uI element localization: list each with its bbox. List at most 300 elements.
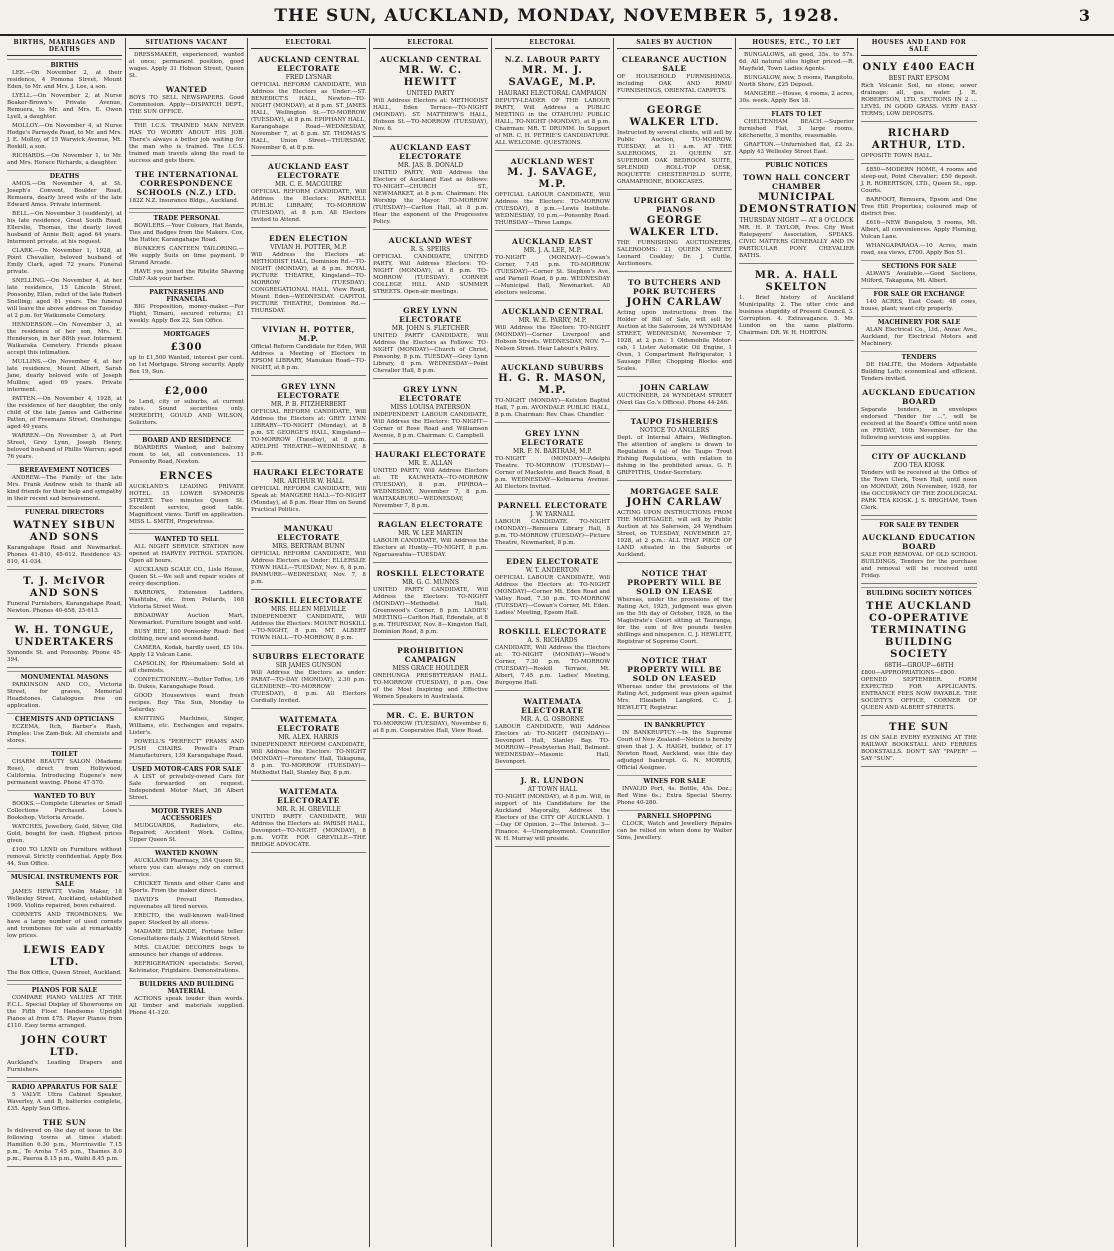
advertisement <box>495 624 610 691</box>
ad-subtitle: UNITED PARTY <box>406 90 455 97</box>
ad-body: TO-NIGHT (MONDAY), at 8 p.m. Will, in support of his Candidature for the Auckland Mayoralty, Address the Electors of the CITY OF AUCKLAND. 1—Day Of Opinion. 2—The Interest. 3—Finance. 4—Unemployment. Councillor W. H. Murray will preside. <box>495 794 610 842</box>
classified-item: BROADWAY Auction Mart, Newmarket. Furniture bought and sold. <box>129 613 244 626</box>
ad-heading: GREY LYNN ELECTORATE <box>399 306 462 324</box>
ad-subtitle: R. S. SPEIRS <box>410 246 451 253</box>
classified-item: HAVE you joined the Ritelite Shaving Club? Ask your barber. <box>129 269 244 282</box>
ad-body: THE FURNISHING AUCTIONEERS, SALEROOMS: 21 QUEEN STREET. Leonard Coakley; Dr. J. Cuttle, Auctioneers. <box>617 240 732 267</box>
advertisement <box>861 125 977 164</box>
column-5 <box>492 38 614 1247</box>
classified-item: BUNGALOW, new, 5 rooms, Rangitoto, North Shore, £25 Deposit. <box>739 75 854 88</box>
ad-subtitle: FRED LYSNAR <box>285 74 332 81</box>
ad-heading: AUCKLAND WEST <box>510 157 595 166</box>
classified-item: CHELTENHAM BEACH.—Superior furnished Flat, 3 large rooms, kitchenette, 3 months, reasonable. <box>739 119 854 139</box>
advertisement <box>251 379 366 462</box>
advertisement <box>861 598 977 716</box>
ad-body: OFFICIAL REFORM CANDIDATE, Will Address the Electors at: GREY LYNN LIBRARY—TO-NIGHT (Monday), at 8 p.m. ST. GEORGE'S HALL, Kingsland—TO-MORROW (Tuesday), at 8 p.m. ADELPHI THEATRE—WEDNESDAY, 8 p.m. <box>251 409 366 457</box>
advertisement <box>251 322 366 376</box>
classified-item: ACTIONS speak louder than words. All timber and materials supplied. Phone 41-120. <box>129 996 244 1016</box>
section-heading: RADIO APPARATUS FOR SALE <box>7 1081 122 1091</box>
column-heading: ELECTORAL <box>251 38 366 49</box>
advertisement <box>495 426 610 495</box>
classified-item: CORNETS AND TROMBONES. We have a large number of used cornets and trombones for sale at remarkably low prices. <box>7 912 122 939</box>
ad-heading: WAITEMATA ELECTORATE <box>521 697 584 715</box>
section-heading: WINES FOR SALE <box>617 775 732 785</box>
ad-subtitle: NOTICE TO ANGLERS <box>639 427 710 434</box>
ad-heading: TO BUTCHERS AND PORK BUTCHERS <box>628 278 721 296</box>
ad-body: Funeral Furnishers, Karangahape Road, Newton. Phones 40-658, 25-613. <box>7 601 122 614</box>
ad-body: UNITED PARTY CANDIDATE, Will Address the Electors at: PARISH HALL, Devonport—TO-NIGHT (MONDAY), 8 p.m. VOTE FOR GREVILLE—THE BRIDGE ADVOCATE. <box>251 814 366 848</box>
advertisement <box>251 159 366 228</box>
section-heading: TOILET <box>7 748 122 758</box>
classified-item: BUNKER'S CANTEEN TAILORING.—We supply Suits on time payment. 9 Strand Arcade. <box>129 246 244 266</box>
classified-item: CONFECTIONERY.—Butter Toffee, 1/6 lb. Dukes, Karangahape Road. <box>129 677 244 690</box>
classified-item: INVALID Port, 4s. Bottle, 45s. Doz.; Red Wine 6s.; Extra Special Sherry. Phone 40-280. <box>617 786 732 806</box>
ad-heading: THE SUN <box>42 1118 87 1127</box>
classified-item: AUCKLAND Pharmacy, 354 Queen St., where you can always rely on correct service. <box>129 858 244 878</box>
advertisement <box>373 643 488 705</box>
advertisement <box>129 468 244 530</box>
ad-body: IS ON SALE EVERY EVENING AT THE RAILWAY BOOKSTALL AND FERRIES BOOKSTALLS. DON'T SAY "PAPER" — SAY "SUN". <box>861 735 977 762</box>
section-heading: MORTGAGES <box>129 328 244 338</box>
ad-body: Rich Volcanic Soil, no stone; sewer drainage; all, gas, water. J. R. ROBERTSON, LTD. SECTIONS IN 2 ... LEVEL IN GOOD GRASS. VERY EASY TERMS; LOW DEPOSITS. <box>861 83 977 117</box>
advertisement <box>129 82 244 120</box>
ad-title: H. G. R. MASON, M.P. <box>498 373 607 396</box>
advertisement <box>129 339 244 380</box>
section-heading: WANTED TO BUY <box>7 790 122 800</box>
classified-item: IN BANKRUPTCY.—In the Supreme Court of New Zealand—Notice is hereby given that J. A. HAIGH, builder, of 17 Newton Road, Auckland, was this day adjudged bankrupt. G. N. MORRIS, Official Assignee. <box>617 730 732 771</box>
advertisement <box>617 275 732 377</box>
classified-item: WARREN.—On November 3, at Port Street, Grey Lynn, Joseph Henry, beloved husband of Phillis Warren; aged 76 years. <box>7 433 122 460</box>
section-heading: FUNERAL DIRECTORS <box>7 506 122 516</box>
ad-body: Separate tenders, in envelopes endorsed "Tender for ...", will be received at the Board's Office until noon on FRIDAY, 16th November, for the following services and supplies. <box>861 407 977 441</box>
ad-body: Instructed by several clients, will sell by Public Auction, TO-MORROW, TUESDAY, at 11 a.m. AT THE SALEROOMS, 21 QUEEN ST. SUPERIOR OAK BEDROOM SUITE, SPLENDID ROLL-TOP DESK, ROQUETTE CHESTERFIELD SUITE, GRAMAPHONE, BOOKCASES. <box>617 130 732 185</box>
classified-item: KNITTING Machines, Singer, Williams, etc. Exchanges and repairs. Lister's. <box>129 716 244 736</box>
ad-body: ACTING UPON INSTRUCTIONS FROM THE MORTGAGEE, will sell by Public Auction at his Saleroom, 24 Wyndham Street, on TUESDAY, NOVEMBER 27, 1928, at 2 p.m.: ALL THAT PIECE OF LAND situated in the Suburbs of Auckland. <box>617 510 732 558</box>
classified-item: SNELLING.—On November 4, at her late residence, 15 Lincoln Street, Ponsonby, Ellen, relict of the late Robert Snelling; aged 81 years. The funeral will leave the above address on Tuesday at 2 p.m. for Waikumete Cemetery. <box>7 278 122 319</box>
advertisement <box>129 383 244 431</box>
classified-item: BIG Proposition, money-maker.—For Flight, Timaru, secured returns; £1 weekly. Apply Box 22, Sun Office. <box>129 304 244 324</box>
advertisement <box>7 1032 122 1078</box>
ad-subtitle: MR. ARTHUR W. HALL <box>273 478 344 485</box>
advertisement <box>7 942 122 981</box>
ad-body: 182Z N.Z. Insurance Bldgs., Auckland. <box>129 198 239 204</box>
ad-heading: VIVIAN H. POTTER, M.P. <box>262 325 355 343</box>
ad-subtitle: MR. G. C. MUNNS <box>402 579 459 586</box>
classified-item: COMPARE PIANO VALUES AT THE F.C.L. Special Display of Showrooms on the Fifth Floor. Handsome Upright Pianos at from £75. Player Pianos from £110. Easy terms arranged. <box>7 995 122 1029</box>
advertisement <box>495 498 610 551</box>
advertisement <box>251 465 366 518</box>
column-6 <box>614 38 736 1247</box>
advertisement <box>7 1115 122 1167</box>
classified-item: ECZEMA, Itch, Barber's Rash, Pimples: Use Zam-Buk. All chemists and stores. <box>7 724 122 744</box>
column-1 <box>4 38 126 1247</box>
column-heading: ELECTORAL <box>495 38 610 49</box>
ad-body: Symonds St. and Ponsonby. Phone 45-394. <box>7 650 122 663</box>
section-heading: TRADE PERSONAL <box>129 212 244 222</box>
ad-subtitle: MRS. BERTRAM BUNN <box>272 543 345 550</box>
classified-item: BELL.—On November 3 (suddenly), at his late residence, Great South Road, Ellerslie, Thomas, the dearly loved husband of Annie Bell; aged 64 years. Interment private, at his request. <box>7 211 122 245</box>
advertisement <box>861 719 977 767</box>
ad-body: OFFICIAL LABOUR CANDIDATE, Will Address the Electors: TO-MORROW (TUESDAY), 8 p.m.—Lewis Institute. WEDNESDAY, 10 p.m.—Ponsonby Road. THURSDAY—Three Lamps. <box>495 192 610 226</box>
advertisement <box>495 154 610 231</box>
section-heading: FOR SALE BY TENDER <box>861 519 977 529</box>
classified-item: JAMES HEWITT, Violin Maker, 18 Wellesley Street, Auckland, established 1909. Violins repaired, bows rehaired. <box>7 889 122 909</box>
section-heading: CHEMISTS AND OPTICIANS <box>7 713 122 723</box>
ad-heading: JOHN CARLAW <box>639 383 710 392</box>
section-heading: MOTOR TYRES AND ACCESSORIES <box>129 805 244 822</box>
column-heading: HOUSES, ETC., TO LET <box>739 38 854 49</box>
ad-body: Official Reform Candidate for Eden, Will Address a Meeting of Electors in EPSOM LIBRARY, Manukau Road—TO-NIGHT, at 8 p.m. <box>251 344 366 371</box>
ad-heading: AUCKLAND EAST ELECTORATE <box>390 143 471 161</box>
ad-body: INDEPENDENT REFORM CANDIDATE, Will Address the Electors: TO-NIGHT (MONDAY)—Foresters' Hall, Takapuna, 8 p.m. TO-MORROW (TUESDAY)—Methodist Hall, Stanley Bay, 8 p.m. <box>251 742 366 776</box>
ad-body: AUCTIONEER, 24 WYNDHAM STREET (Next Gas Co.'s Offices). Phone 44-246. <box>617 393 732 406</box>
classified-item: CLOCK, Watch and Jewellery Repairs can be relied on when done by Walter Sims, Jewellery. <box>617 821 732 841</box>
classified-item: WHANGAPARAOA.—10 Acres, main road, sea views, £700. Apply Box 51. <box>861 243 977 256</box>
ad-title: JOHN CARLAW <box>626 497 723 508</box>
classified-item: MUDGUARDS, Radiators, etc. Repaired; Accident Work. Collins, Upper Queen St. <box>129 823 244 843</box>
classified-item: LEE.—On November 2, at their residence, 4 Pomona Street, Mount Eden, to Mr. and Mrs. J. Lee, a son. <box>7 70 122 90</box>
ad-title: WATNEY SIBUN AND SONS <box>13 520 116 543</box>
classified-item: WATCHES, Jewellery, Gold, Silver, Old Gold, bought for cash. Highest prices given. <box>7 824 122 844</box>
ad-subtitle: SIR JAMES GUNSON <box>275 662 342 669</box>
classified-item: 140 ACRES, East Coast; 48 cows, house, plant; want city property. <box>861 299 977 312</box>
ad-body: UNITED PARTY, Will Address the Electors of Auckland East as follows: TO-NIGHT—CHURCH ST., NEWMARKET, at 8 p.m. Chairman: His Worship the Mayor. TO-MORROW (TUESDAY)—Carlton Hall, at 8 p.m. Hear the exponent of the Progressive Policy. <box>373 170 488 225</box>
ad-body: Is delivered on the day of issue to the following towns at times stated: Hamilton 6.30 p.m., Morrinsville 7.15 p.m., Te Aroha 7.45 p.m., Thames 8.0 p.m., Paeroa 8.15 p.m., Waihi 8.45 p.m. <box>7 1128 122 1162</box>
column-2 <box>126 38 248 1247</box>
section-heading: MONUMENTAL MASONS <box>7 671 122 681</box>
ad-body: OFFICIAL CANDIDATE, UNITED PARTY, Will Address Electors: TO-NIGHT (MONDAY), at 8 p.m. TO-MORROW (TUESDAY). CORNER COLLEGE HILL AND SUMMER STREETS. Open-air meetings. <box>373 254 488 295</box>
advertisement <box>617 653 732 716</box>
ad-subtitle: 68TH—GROUP—68TH <box>884 662 954 669</box>
ad-body: Karangahape Road and Newmarket. Phones 41-810, 45-612. Residence 43-810, 41-034. <box>7 545 122 565</box>
ad-subtitle: MR. J. A. LEE, M.P. <box>523 247 582 254</box>
ad-heading: MANUKAU ELECTORATE <box>277 524 340 542</box>
classified-item: CLARK.—On November 1, 1928, at Point Chevalier, beloved husband of Emily Clark, aged 72 years. Funeral private. <box>7 248 122 275</box>
ad-subtitle: MR. R. H. GREVILLE <box>276 806 341 813</box>
ad-subtitle: MR. F. N. BARTRAM, M.P. <box>513 448 592 455</box>
advertisement <box>251 593 366 646</box>
classified-item: ALL NIGHT SERVICE STATION now opened at HARVEY PETROL STATION. Open all hours. <box>129 544 244 564</box>
ad-heading: PROHIBITION CAMPAIGN <box>397 646 464 664</box>
ad-body: UNITED PARTY, Will Address Electors at: TE KAUWHATA—TO-MORROW (TUESDAY), 8 p.m. PIPIROA—WEDNESDAY, November 7, 8 p.m. WAITAKARURU—WEDNESDAY, November 7, 8 p.m. <box>373 468 488 509</box>
advertisement <box>617 484 732 563</box>
ad-title: ONLY £400 EACH <box>862 62 976 73</box>
classified-item: AMOS.—On November 4, at St. Joseph's Convent, Boulder Road, Remuera, dearly loved wife of the late Edward Amos. Private interment. <box>7 181 122 208</box>
ad-body: Whereas, under the provisions of the Rating Act, 1925, judgment was given on the 5th day of October, 1928, in the Magistrate's Court sitting at Tauranga, for the sum of five pounds twelve shillings and ninepence. C. J. HEWLETT, Registrar of Supreme Court. <box>617 597 732 645</box>
ad-title: MR. W. C. HEWITT <box>398 65 463 88</box>
section-heading: FLATS TO LET <box>739 108 854 118</box>
ad-subtitle: J. W. YARNALL <box>530 511 575 518</box>
ad-subtitle: MR. W. E. PARRY, M.P. <box>518 317 587 324</box>
ad-title: T. J. McIVOR AND SONS <box>23 576 106 599</box>
ad-heading: NOTICE THAT PROPERTY WILL BE SOLD ON LEASE <box>627 569 722 596</box>
advertisement <box>617 380 732 411</box>
ad-heading: AUCKLAND WEST <box>388 236 473 245</box>
ad-heading: HAURAKI ELECTORATE <box>253 468 364 477</box>
advertisement <box>739 267 854 341</box>
advertisement <box>617 52 732 99</box>
ad-body: up to £1,500 Wanted, interest per cent. on 1st Mortgage. Strong security. Apply Box 19, Sun. <box>129 355 244 375</box>
ad-title: MR. A. HALL SKELTON <box>754 270 839 293</box>
section-heading: TENDERS <box>861 351 977 361</box>
ad-heading: WANTED <box>165 85 208 94</box>
ad-title: ERNCES <box>159 471 214 482</box>
ad-body: INDEPENDENT CANDIDATE, Will Address the Electors: MOUNT ROSKILL—TO-NIGHT, 8 p.m. MT. ALBERT TOWN HALL—TO-MORROW, 8 p.m. <box>251 614 366 641</box>
ad-heading: AUCKLAND CENTRAL ELECTORATE <box>257 55 360 73</box>
classified-item: GOOD Housewives want fresh recipes. Buy The Sun, Monday to Saturday. <box>129 693 244 713</box>
ad-subtitle: BEST PART EPSOM <box>888 75 950 82</box>
ad-heading: WAITEMATA ELECTORATE <box>277 715 340 733</box>
advertisement <box>251 521 366 590</box>
advertisement <box>373 447 488 514</box>
ad-heading: GREY LYNN ELECTORATE <box>277 382 340 400</box>
classified-item: LYELL.—On November 2, at Nurse Beaker-Brown's Private Avenue, Remuera, to Mr. and Mrs. E. Owen Lyell, a daughter. <box>7 93 122 120</box>
ad-body: OF HOUSEHOLD FURNISHINGS, including OAK AND RIMU FURNISHINGS, ORIENTAL CARPETS. <box>617 74 732 94</box>
ad-heading: HAURAKI ELECTORATE <box>375 450 486 459</box>
ad-heading: GREY LYNN ELECTORATE <box>521 429 584 447</box>
classified-item: BUNGALOWS, all good, 35s. to 57s. 6d. All natural sites higher priced.—R. Mayfield, Town Ladies Agents. <box>739 52 854 72</box>
ad-subtitle: MR. P. B. FITZHERBERT <box>270 401 347 408</box>
classified-item: BARROWS, Extension Ladders, Washtubs, etc. from Pollards, 168 Victoria Street West. <box>129 590 244 610</box>
section-heading: SECTIONS FOR SALE <box>861 260 977 270</box>
ad-heading: CITY OF AUCKLAND <box>871 452 967 461</box>
classified-item: £616—NEW Bungalow, 5 rooms, Mt. Albert, all conveniences. Apply Fleming, Vulcan Lane. <box>861 220 977 240</box>
ad-body: ONEHUNGA PRESBYTERIAN HALL. TO-MORROW (TUESDAY), 8 p.m. One of the Most Inspiring and Effective Women Speakers in Australasia. <box>373 673 488 700</box>
ad-heading: EDEN ELECTORATE <box>506 557 599 566</box>
advertisement <box>495 304 610 357</box>
ad-body: INDEPENDENT LABOUR CANDIDATE, Will Address the Electors: TO-NIGHT—Corner of Rose Road and Williamson Avenue, 8 p.m. Chairman: C. Campbell. <box>373 412 488 439</box>
ad-heading: N.Z. LABOUR PARTY <box>504 55 601 64</box>
ad-body: Will Address the Electors: TO-NIGHT (MONDAY)—Corner Liverpool and Hobson Streets. WEDNESDAY, NOV. 7—Nelson Street. Hear Labour's Policy. <box>495 325 610 352</box>
classified-item: 5 VALVE Ultra Cabinet Speaker, Waverley, A and B, batteries complete, £35. Apply Sun Office. <box>7 1092 122 1112</box>
advertisement <box>617 102 732 190</box>
section-heading: PUBLIC NOTICES <box>739 159 854 169</box>
ad-heading: CLEARANCE AUCTION SALE <box>621 55 728 73</box>
ad-body: The Box Office, Queen Street, Auckland. <box>7 970 122 976</box>
ad-subtitle: MR. JOHN S. FLETCHER <box>391 325 470 332</box>
section-heading: WANTED TO SELL <box>129 533 244 543</box>
classified-item: A LIST of privately-owned Cars for Sale forwarded on request. Independent Motor Mart, 36 Albert Street. <box>129 774 244 801</box>
classified-item: HENDERSON.—On November 3, at the residence of her son, Mrs. E. Henderson, in her 88th year. Interment Waikaraka Cemetery. Friends please accept this intimation. <box>7 322 122 356</box>
ad-heading: TOWN HALL CONCERT CHAMBER <box>742 173 851 191</box>
advertisement <box>495 234 610 301</box>
ad-heading: RAGLAN ELECTORATE <box>377 520 484 529</box>
section-heading: BEREAVEMENT NOTICES <box>7 464 122 474</box>
ad-heading: ROSKILL ELECTORATE <box>376 569 485 578</box>
classified-item: ALAN Electrical Co., Ltd., Anzac Ave., Auckland, for Electrical Motors and Machinery. <box>861 327 977 347</box>
ad-title: THE SUN <box>888 722 950 733</box>
classified-item: ALWAYS Available.—Good Sections, Milford, Takapuna, Mt. Albert. <box>861 271 977 284</box>
section-heading: PARTNERSHIPS AND FINANCIAL <box>129 286 244 303</box>
classified-item: CRICKET Tennis and other Cane and Sports. From the maker direct. <box>129 881 244 894</box>
advertisement <box>251 231 366 319</box>
section-heading: DEATHS <box>7 170 122 180</box>
ad-body: BOYS TO SELL NEWSPAPERS. Good Commission. Apply—DISPATCH DEPT., THE SUN OFFICE. <box>129 95 244 115</box>
advertisement <box>373 233 488 300</box>
section-heading: BUILDERS AND BUILDING MATERIAL <box>129 978 244 995</box>
advertisement <box>129 167 244 209</box>
ad-subtitle: MRS. ELLEN MELVILLE <box>270 606 347 613</box>
column-heading: HOUSES AND LAND FOR SALE <box>861 38 977 56</box>
ad-subtitle: A. S. RICHARDS <box>527 637 578 644</box>
classified-item: MOLLOY.—On November 4, at Nurse Hodge's Parnsyde Road, to Mr. and Mrs. J. E. Molloy, of 15 Warwick Avenue, Mt. Roskill, a son. <box>7 123 122 150</box>
classified-item: DAVID'S Prevail Remedies, rejuvenates all tired nerves. <box>129 897 244 910</box>
section-heading: BUILDING SOCIETY NOTICES <box>861 587 977 597</box>
ad-heading: WAITEMATA ELECTORATE <box>277 787 340 805</box>
ad-body: OFFICIAL REFORM CANDIDATE, Will Address Electors as Under: ELLERSLIE TOWN HALL—TUESDAY, Nov. 6, 8 p.m. PANMURE—WEDNESDAY, Nov. 7, 8 p.m. <box>251 551 366 585</box>
advertisement <box>617 566 732 650</box>
ad-heading: SUBURBS ELECTORATE <box>252 652 365 661</box>
advertisement <box>617 193 732 272</box>
ad-heading: AUCKLAND CENTRAL <box>379 55 482 64</box>
classified-item: CHARM BEAUTY SALON (Madame Rose), direct from Hollywood, California. Introducing Eugene's new permanent waving. Phone 47-570. <box>7 759 122 786</box>
ad-heading: THE INTERNATIONAL CORRESPONDENCE SCHOOLS (N.Z.) LTD. <box>134 170 239 197</box>
ad-body: Acting upon instructions from the Holder of Bill of Sale, will sell by Auction at the Saleroom, 24 WYNDHAM STREET, WEDNESDAY, November 7, 1928, at 2 p.m.: 1 Oldsmobile Motor-cab, 1 Lister Automatic Oil Engine, 1 Oven, 1 Compartment Refrigerator, 1 Sausage Filler, Chopping Blocks and Scales. <box>617 310 732 372</box>
ad-title: M. J. SAVAGE, M.P. <box>507 167 598 190</box>
ad-heading: TAUPO FISHERIES <box>630 417 719 426</box>
classified-item: £100 TO LEND on Furniture without removal. Strictly confidential. Apply Box 44, Sun Office. <box>7 847 122 867</box>
ad-heading: AUCKLAND SUBURBS <box>501 363 604 372</box>
ad-title: JOHN CARLAW <box>626 297 723 308</box>
classified-item: PARKINSON AND CO., Victoria Street, for graves, Memorial Headstones. Catalogues free on application. <box>7 682 122 709</box>
advertisement <box>251 649 366 709</box>
ad-subtitle: MR. ALEX. HARRIS <box>278 734 339 741</box>
ad-title: MR. M. J. SAVAGE, M.P. <box>508 65 597 88</box>
ad-subtitle: MR. A. G. OSBORNE <box>520 716 585 723</box>
advertisement <box>373 303 488 379</box>
ad-body: OFFICIAL REFORM CANDIDATE, Will Speak at: MANGERE HALL—TO-NIGHT (Monday), at 8 p.m. Hear Him on Sound Practical Politics. <box>251 486 366 513</box>
ad-subtitle: VIVIAN H. POTTER, M.P. <box>270 244 347 251</box>
ad-body: 1. Brief history of Auckland Municipality. 2. The utter civic and business stupidity of Present Council. 3. Corruption. 4. Extravagance. 5. Mr. Lundon on the same platform. Chairman: DR. W. H. HORTON. <box>739 295 854 336</box>
classified-item: REFRIGERATION specialists: Servel, Kelvinator, Frigidaire. Demonstrations. <box>129 961 244 974</box>
ad-heading: ROSKILL ELECTORATE <box>254 596 363 605</box>
classified-item: DRESSMAKER, experienced, wanted at once; permanent position, good wages. Apply 31 Hobson Street, Queen St. <box>129 52 244 79</box>
section-heading: MACHINERY FOR SALE <box>861 316 977 326</box>
classified-item: THE I.C.S. TRAINED MAN NEVER HAS TO WORRY ABOUT HIS JOB. There's always a better job waiting for the man who is trained. The I.C.S. trained man travels along the road to success and gets there. <box>129 123 244 164</box>
ad-heading: J. R. LUNDON <box>520 776 585 785</box>
ad-title: RICHARD ARTHUR, LTD. <box>871 128 967 151</box>
classified-item: BOARDERS Wanted, and balcony room to let, all conveniences. 11 Ponsonby Road, Newton. <box>129 445 244 465</box>
advertisement <box>861 530 977 584</box>
ad-heading: AUCKLAND EAST ELECTORATE <box>268 162 349 180</box>
ad-body: to Lend, city or suburbs, at current rates. Sound securities only. MEREDITH, GOULD AND WILSON, Solicitors. <box>129 399 244 426</box>
classified-item: BOWLERS.—Your Colours, Hat Bands, Ties and Badges from the Makers. Cox, the Hatter, Karangahape Road. <box>129 223 244 243</box>
advertisement <box>7 517 122 570</box>
ad-body: TO-NIGHT (MONDAY)—Adelphi Theatre. TO-MORROW (TUESDAY)—Corner of Mackelvie and Beach Road, 8 p.m. WEDNESDAY—Kelmarna Avenue. All Electors Invited. <box>495 456 610 490</box>
advertisement <box>739 170 858 264</box>
ad-subtitle: THURSDAY NIGHT — AT 8 O'CLOCK <box>739 217 854 224</box>
ad-subtitle: MR. W. LEE MARTIN <box>398 530 463 537</box>
ad-subtitle: HAURAKI ELECTORAL CAMPAIGN <box>498 90 607 97</box>
classified-item: ANDREW.—The Family of the late Mrs. Frank Andrew wish to thank all kind friends for their help and sympathy in their recent sad bereavement. <box>7 475 122 502</box>
ad-body: OFFICIAL LABOUR CANDIDATE, Will Address the Electors at: TO-NIGHT (MONDAY)—Corner Mt. Eden Road and Valley Road, 7.30 p.m. TO-MORROW (TUESDAY)—Cowan's Corner, Mt. Eden. Ladies' Meeting, Epsom Hall. <box>495 575 610 616</box>
ad-body: OFFICIAL REFORM CANDIDATE, Will Address the Electors: PARNELL PUBLIC LIBRARY, TO-MORROW (TUESDAY), at 8 p.m. All Electors Invited to Attend. <box>251 189 366 223</box>
advertisement <box>495 360 610 423</box>
advertisement <box>251 712 366 781</box>
ad-title: GEORGE WALKER LTD. <box>629 105 720 128</box>
classified-item: PATTEN.—On November 4, 1928, at the residence of her daughter, the only child of the late James and Catherine Patten, of Freemans Street, Onehunga; aged 49 years. <box>7 396 122 430</box>
advertisement <box>861 59 977 122</box>
classified-item: RICHARDS.—On November 1, to Mr. and Mrs. Horace Richards, a daughter. <box>7 153 122 166</box>
ad-body: Will Address the Electors as under: PARAT—TO-DAY (MONDAY), 2.30 p.m. GLENDENE—TO-MORROW (TUESDAY), 8 p.m. All Electors Cordially Invited. <box>251 670 366 704</box>
advertisement <box>617 414 732 481</box>
ad-body: Dept. of Internal Affairs, Wellington. The attention of anglers is drawn to Regulation 4 (a) of the Taupo Trout Fishing Regulations, with relation to fishing in the prohibited areas. G. F. GRIFFITHS, Under-Secretary. <box>617 435 732 476</box>
ad-title: £2,000 <box>164 386 209 397</box>
column-3 <box>248 38 370 1247</box>
ad-body: AUCKLAND'S LEADING PRIVATE HOTEL. 15 LOWER SYMONDS STREET. Two minutes Queen St. Excellent service, good table. Magnificent views. Tariff on application. MISS L. SMITH, Proprietress. <box>129 484 244 525</box>
ad-body: OPPOSITE TOWN HALL. <box>861 153 933 159</box>
advertisement <box>251 784 366 853</box>
ad-subtitle: ZOO TEA KIOSK <box>893 462 945 469</box>
advertisement <box>861 449 977 516</box>
classified-item: MANGERE.—House, 4 rooms, 2 acres, 30s. week. Apply Box 18. <box>739 91 854 104</box>
columns-container <box>4 38 1110 1247</box>
advertisement <box>251 52 366 156</box>
ad-heading: AUCKLAND EDUCATION BOARD <box>862 533 976 551</box>
ad-subtitle: MR. JAS. B. DONALD <box>397 162 464 169</box>
ad-body: LABOUR CANDIDATE, Will Address Electors at: TO-NIGHT (MONDAY)—Devonport Hall, Stanley Bay. TO-MORROW—Presbyterian Hall, Belmont. WEDNESDAY—Masonic Hall, Devonport. <box>495 724 610 765</box>
page-number: 3 <box>1078 6 1090 25</box>
ad-body: TO-NIGHT (MONDAY)—Cowan's Corner, 7.45 p.m. TO-MORROW (TUESDAY)—Corner St. Stephen's Ave. and Parnell Road, 8 p.m. WEDNESDAY—Municipal Hall, Newmarket. All electors welcome. <box>495 255 610 296</box>
classified-item: CAMERA, Kodak, hardly used, £5 10s. Apply 12 Vulcan Lane. <box>129 645 244 658</box>
ad-heading: PARNELL ELECTORATE <box>497 501 608 510</box>
ad-body: UNITED PARTY CANDIDATE, Will Address the Electors: TO-NIGHT (MONDAY)—Methodist Hall, Greenwood's Corner, 8 p.m. LADIES' MEETING—Carlton Hall, Edendale, at 8 p.m. THURSDAY, Nov. 8—Kingston Hall, Dominion Road, 8 p.m. <box>373 587 488 635</box>
ad-body: LABOUR CANDIDATE, Will Address the Electors at Huntly—TO-NIGHT, 8 p.m. Ngaruawahia—TUESDAY. <box>373 538 488 558</box>
classified-item: AUCKLAND SCALE CO., Lisle House, Queen St.—We sell and repair scales of every description. <box>129 567 244 587</box>
classified-item: MRS. CLAUDE DECORES begs to announce her change of address. <box>129 945 244 958</box>
ad-heading: MORTGAGEE SALE <box>630 487 719 496</box>
column-heading: SITUATIONS VACANT <box>129 38 244 49</box>
section-heading: FOR SALE OR EXCHANGE <box>861 288 977 298</box>
classified-item: BARFOOT, Remuera, Epsom and One Tree Hill Properties; coloured map of district free. <box>861 197 977 217</box>
ad-body: Whereas under the provisions of the Rating Act, judgment was given against Mrs. Elizabeth Langford. C. J. HEWLETT, Registrar. <box>617 684 732 711</box>
ad-heading: GREY LYNN ELECTORATE <box>399 385 462 403</box>
ad-subtitle: W. T. ANDERTON <box>525 567 580 574</box>
ad-heading: UPRIGHT GRAND PIANOS <box>633 196 716 214</box>
ad-body: TO-MORROW (TUESDAY), November 6, at 8 p.m. Cooperative Hall, View Road. <box>373 721 488 734</box>
classified-item: DE HALITE, the Modern Adjustable Building Lath; economical and efficient. Tenders invited. <box>861 362 977 382</box>
advertisement <box>373 517 488 563</box>
ad-body: Will Address the Electors at: METHODIST HALL, Dominion Rd.—TO-NIGHT (MONDAY), at 8 p.m. ROYAL PICTURE THEATRE, Kingsland—TO-MORROW (TUESDAY). CONGREGATIONAL HALL, View Road, Mount Eden—WEDNESDAY. CAPITOL PICTURE THEATRE, Dominion Rd.—THURSDAY. <box>251 252 366 314</box>
advertisement <box>495 773 610 847</box>
masthead-title: THE SUN, AUCKLAND, MONDAY, NOVEMBER 5, 1928. <box>274 6 840 26</box>
ad-body: LABOUR CANDIDATE. TO-NIGHT (MONDAY)—Remuera Library Hall, 8 p.m. TO-MORROW (TUESDAY)—Picture Theatre, Newmarket, 8 p.m. <box>495 519 610 546</box>
classified-item: POWELL'S "PERFECT" PRAMS AND PUSH CHAIRS. Powell's Pram Manufacturers, 139 Karangahape Road. <box>129 739 244 759</box>
ad-subtitle: MR. C. E. MACGUIRE <box>274 181 343 188</box>
ad-title: GEORGE WALKER LTD. <box>629 215 720 238</box>
column-4 <box>370 38 492 1247</box>
classified-item: BOOKS.—Complete Libraries or Small Collections Purchased. Lowe's Bookshop, Victoria Arcade. <box>7 801 122 821</box>
advertisement <box>373 140 488 230</box>
ad-body: CANDIDATE, Will Address the Electors at: TO-NIGHT (MONDAY)—Wood's Corner, 7.30 p.m. TO-MORROW (TUESDAY)—Roskill Terrace, Mt. Albert, 7.45 p.m. Ladies' Meeting, Burgoyne Hall. <box>495 645 610 686</box>
classified-item: GRAFTON.—Unfurnished flat, £2 2s. Apply 43 Wellesley Street East. <box>739 142 854 155</box>
advertisement <box>495 52 610 151</box>
ad-body: TO-NIGHT (MONDAY)—Kelston Baptist Hall, 7 p.m. AVONDALE PUBLIC HALL, 8 p.m. Chairman: Rev. Chas. Chandler. <box>495 398 610 418</box>
classified-item: MADAME DELANDE, Fortune teller. Consultations daily. 2 Wakefield Street. <box>129 929 244 942</box>
advertisement <box>495 694 610 770</box>
column-7 <box>736 38 858 1247</box>
classified-item: BUSY BEE, 160 Ponsonby Road: Bed clothing, new and second-hand. <box>129 629 244 642</box>
masthead <box>0 0 1114 36</box>
column-heading: BIRTHS, MARRIAGES AND DEATHS <box>7 38 122 56</box>
advertisement <box>373 708 488 739</box>
ad-subtitle: AT TOWN HALL <box>527 786 578 793</box>
ad-title: £300 <box>170 342 203 353</box>
advertisement <box>7 573 122 619</box>
ad-title: JOHN COURT LTD. <box>21 1035 108 1058</box>
section-heading: BIRTHS <box>7 59 122 69</box>
ad-title: THE AUCKLAND CO-OPERATIVE TERMINATING BUILDING SOCIETY <box>866 601 972 660</box>
